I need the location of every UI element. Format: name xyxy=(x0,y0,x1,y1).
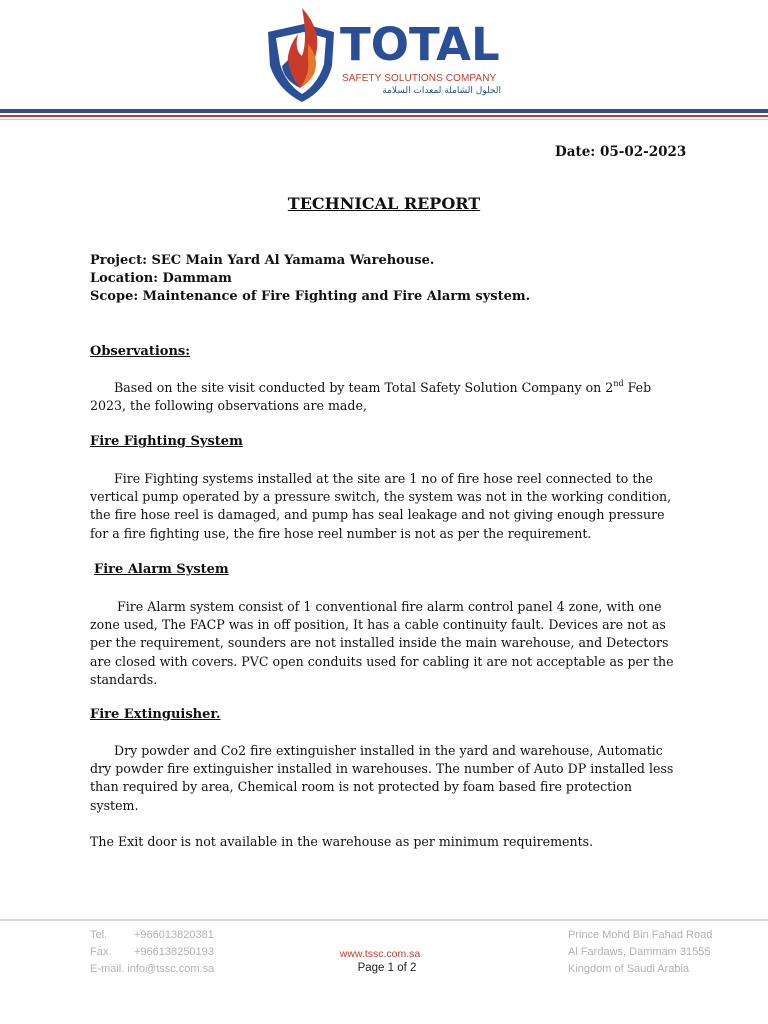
email-address[interactable]: info@tssc.com.sa xyxy=(127,963,215,975)
report-date: Date: 05-02-2023 xyxy=(555,144,687,160)
tel-number: +966013820381 xyxy=(134,929,214,941)
observations-heading: Observations: xyxy=(90,344,191,359)
intro-superscript: nd xyxy=(613,378,624,388)
logo-wordmark: TOTAL xyxy=(340,18,500,71)
page-number: Page 1 of 2 xyxy=(357,962,417,974)
email-label: E-mail. xyxy=(90,963,125,975)
paragraph-line: zone used, The FACP was in off position, It has a cable continuity fault. Devices are not as xyxy=(90,617,666,633)
paragraph-line: Fire Fighting systems installed at the site are 1 no of fire hose reel connected to the xyxy=(114,471,653,486)
report-title: TECHNICAL REPORT xyxy=(287,194,481,213)
exit-door-note xyxy=(90,833,680,851)
footer-email-row xyxy=(90,961,214,978)
project-line: Project: SEC Main Yard Al Yamama Warehouse. xyxy=(90,253,435,268)
paragraph-line: Fire Alarm system consist of 1 conventional fire alarm control panel 4 zone, with one xyxy=(117,599,662,614)
intro-text-end: Feb xyxy=(623,380,652,395)
paragraph-line: for a fire fighting use, the fire hose reel number is not as per the requirement. xyxy=(90,525,592,541)
footer-rule xyxy=(0,919,768,921)
header-rule-red xyxy=(0,115,768,117)
address-line: Prince Mohd Bin Fahad Road xyxy=(568,929,713,941)
project-info xyxy=(90,252,680,307)
paragraph-line: dry powder fire extinguisher installed in warehouses. The number of Auto DP installed less xyxy=(90,761,674,777)
scope-line: Scope: Maintenance of Fire Fighting and Fire Alarm system. xyxy=(90,289,531,305)
paragraph-line: per the requirement, sounders are not installed inside the main warehouse, and Detectors xyxy=(90,635,669,651)
footer-contact-labels xyxy=(90,927,111,961)
letterhead-header xyxy=(0,0,768,125)
footer-website-link[interactable]: www.tssc.com.sa xyxy=(339,948,421,960)
paragraph-line: than required by area, Chemical room is not protected by foam based fire protection xyxy=(90,779,632,795)
paragraph-line: are closed with covers. PVC open conduits used for cabling it are not acceptable as per the xyxy=(90,653,674,669)
flame-shield-icon xyxy=(264,4,340,104)
observations-intro xyxy=(90,379,680,415)
header-rule-grey xyxy=(0,119,768,120)
fax-label: Fax. xyxy=(90,946,112,958)
logo-arabic-name: الحلول الشاملة لمعدات السلامة xyxy=(382,86,501,96)
paragraph-line: standards. xyxy=(90,671,158,687)
tel-label: Tel. xyxy=(90,929,108,941)
footer-contact-values xyxy=(134,927,214,961)
fire-alarm-paragraph xyxy=(90,598,680,689)
paragraph-line: the fire hose reel is damaged, and pump has seal leakage and not giving enough pressure xyxy=(90,507,665,523)
paragraph-line: Dry powder and Co2 fire extinguisher installed in the yard and warehouse, Automatic xyxy=(114,743,663,758)
paragraph-line: vertical pump operated by a pressure switch, the system was not in the working condition, xyxy=(90,489,672,505)
header-rule-blue xyxy=(0,109,768,113)
fire-alarm-heading: Fire Alarm System xyxy=(94,562,229,577)
logo-company-name: SAFETY SOLUTIONS COMPANY xyxy=(342,73,497,84)
paragraph-line: system. xyxy=(90,797,139,813)
intro-text: Based on the site visit conducted by team Total Safety Solution Company on 2 xyxy=(114,380,614,395)
fire-extinguisher-paragraph xyxy=(90,742,680,815)
intro-line-2: 2023, the following observations are made, xyxy=(90,398,367,414)
exit-note-line: The Exit door is not available in the warehouse as per minimum requirements. xyxy=(90,834,594,849)
address-line: Kingdom of Saudi Arabia xyxy=(568,963,690,975)
company-logo xyxy=(264,4,504,104)
fire-extinguisher-heading: Fire Extinguisher. xyxy=(90,707,221,722)
footer-address xyxy=(568,927,712,978)
location-line: Location: Dammam xyxy=(90,271,232,287)
fax-number: +966138250193 xyxy=(134,946,214,958)
fire-fighting-paragraph xyxy=(90,470,680,543)
fire-fighting-heading: Fire Fighting System xyxy=(90,434,243,449)
address-line: Al Fardaws, Dammam 31555 xyxy=(568,946,711,958)
